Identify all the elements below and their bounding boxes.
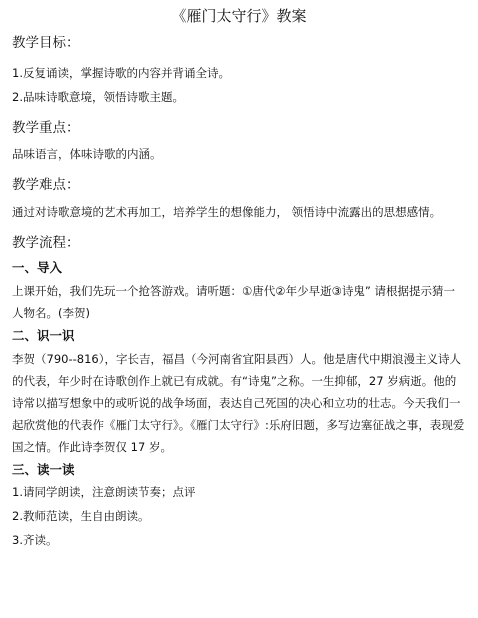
goal-item: 2.品味诗歌意境，领悟诗歌主题。 xyxy=(12,90,184,104)
key-points-heading: 教学重点： xyxy=(12,120,80,136)
difficulties-text: 通过对诗歌意境的艺术再加工，培养学生的想像能力， 领悟诗中流露出的思想感情。 xyxy=(12,205,442,219)
section-author-heading: 二、识一识 xyxy=(12,328,75,343)
key-points-text: 品味语言，体味诗歌的内涵。 xyxy=(12,147,162,161)
goals-heading: 教学目标： xyxy=(12,35,80,51)
difficulties-heading: 教学难点： xyxy=(12,177,80,193)
goal-item: 1.反复诵读，掌握诗歌的内容并背诵全诗。 xyxy=(12,66,230,80)
document-title: 《雁门太守行》教案 xyxy=(171,7,307,25)
process-heading: 教学流程： xyxy=(12,235,80,251)
section-reading-heading: 三、读一读 xyxy=(12,462,75,477)
section-intro-heading: 一、导入 xyxy=(12,260,63,275)
section-intro-text: 上课开始，我们先玩一个抢答游戏。请听题：①唐代②年少早逝③诗鬼” 请根据提示猜一人物名。(李贺) xyxy=(12,284,456,320)
reading-item: 3.齐读。 xyxy=(12,533,58,547)
reading-item: 2.教师范读，生自由朗读。 xyxy=(12,509,150,523)
section-author-text: 李贺（790--816），字长吉，福昌（今河南省宜阳县西）人。他是唐代中期浪漫主义诗人的代表，年少时在诗歌创作上就已有成就。有“诗鬼”之称。一生抑郁，27 岁病逝。他的诗常以描写想象中的或听说的战争场面，表达自己死国的决心和立功的壮志。今天我们一起欣赏他的代表作《雁门太守行》。《雁门太守行》:乐府旧题，多写边塞征战之事，表现爱国之情。作此诗李贺仅 17 岁。 xyxy=(12,352,465,454)
reading-item: 1.请同学朗读，注意朗读节奏；点评 xyxy=(12,485,196,499)
